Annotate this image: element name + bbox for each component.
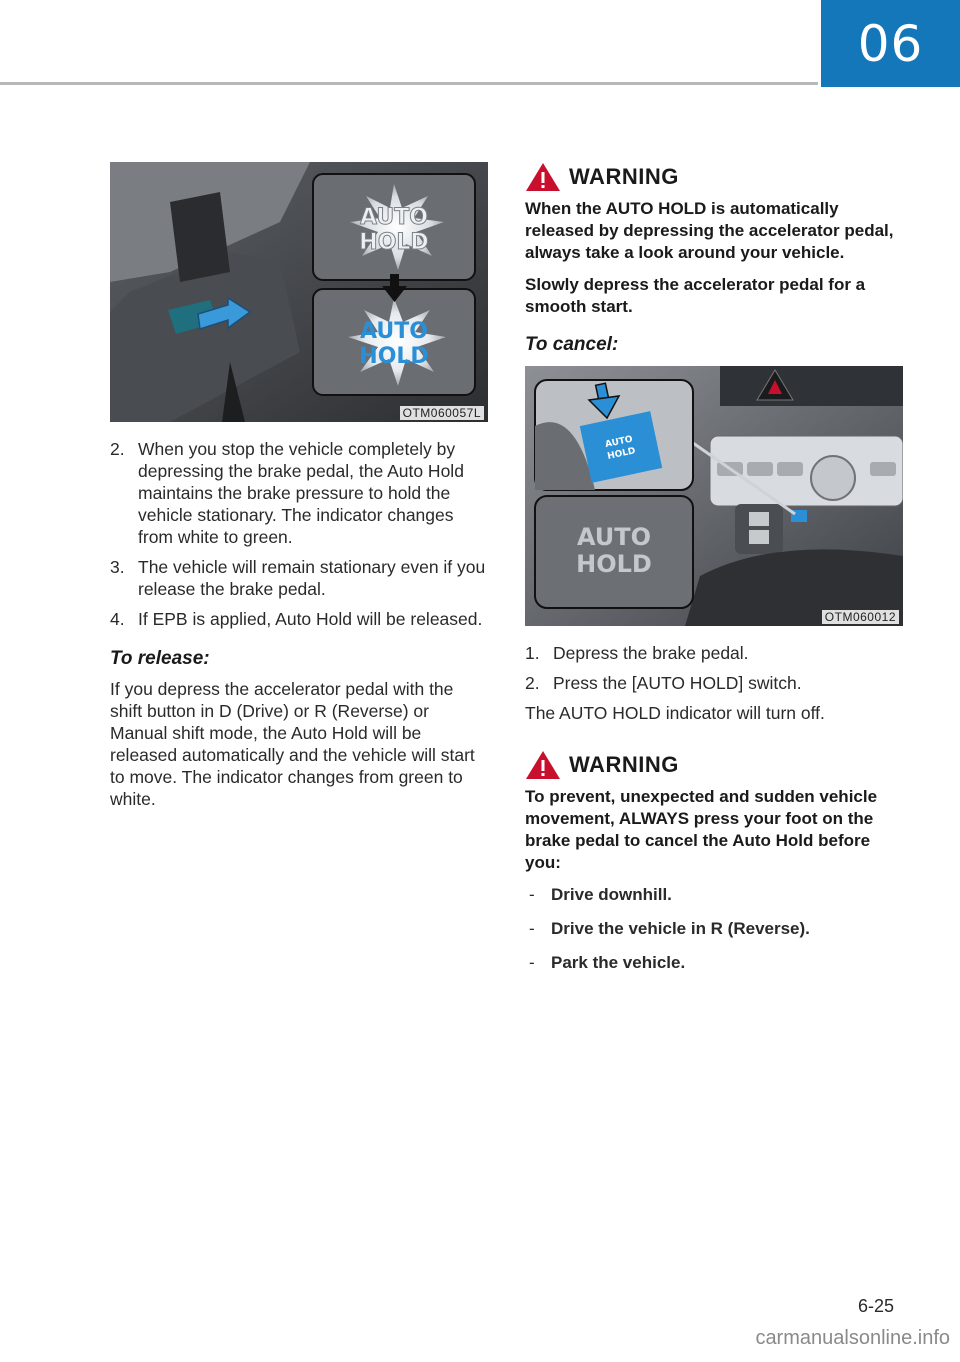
list-item	[525, 672, 903, 694]
warning-title: WARNING	[569, 164, 679, 189]
inset-top-line1: AUTO	[360, 205, 428, 230]
left-column	[110, 162, 488, 818]
right-column	[525, 162, 903, 986]
page-number: 6-25	[857, 1296, 894, 1316]
indicator-off-text: The AUTO HOLD indicator will turn off.	[525, 703, 825, 723]
list-item: - Drive the vehicle in R (Reverse).	[525, 918, 903, 940]
steps-list	[110, 438, 488, 630]
warning-header	[525, 750, 903, 780]
inset-bottom-line1: AUTO	[360, 319, 428, 344]
figure-code: OTM060057L	[400, 406, 484, 420]
step-text: Press the [AUTO HOLD] switch.	[553, 673, 802, 693]
warning-text: Slowly depress the accelerator pedal for a smooth start.	[525, 275, 866, 316]
auto-hold-illustration	[110, 162, 488, 422]
release-heading: To release:	[110, 648, 210, 669]
step-number: 4.	[110, 609, 125, 629]
chapter-number: 06	[857, 14, 924, 73]
step-number: 3.	[110, 557, 125, 577]
inset-bottom-line2: HOLD	[359, 344, 429, 369]
warning-header	[525, 162, 903, 192]
warning-text: When the AUTO HOLD is automatically released by depressing the accelerator pedal, always take a look around your vehicle.	[525, 199, 894, 262]
cancel-heading: To cancel:	[525, 334, 619, 355]
list-item	[110, 438, 488, 548]
release-text: If you depress the accelerator pedal with the shift button in D (Drive) or R (Reverse) or Manual shift mode, the Auto Hold will be released automatically and the vehicle will start to move. The indicator changes from green to white.	[110, 679, 475, 809]
step-text: Depress the brake pedal.	[553, 643, 749, 663]
list-item	[110, 608, 488, 630]
step-number: 1.	[525, 643, 540, 663]
inset-line2: HOLD	[576, 550, 652, 578]
warning-triangle-icon	[525, 162, 561, 192]
list-item: - Drive downhill.	[525, 884, 903, 906]
chapter-tab	[821, 0, 960, 87]
cancel-figure	[525, 366, 903, 626]
list-item: - Park the vehicle.	[525, 952, 903, 974]
step-number: 2.	[110, 439, 125, 459]
step-text: If EPB is applied, Auto Hold will be released.	[138, 609, 483, 629]
list-item	[525, 642, 903, 664]
inset-top-line2: HOLD	[359, 230, 429, 255]
auto-hold-figure	[110, 162, 488, 422]
cancel-steps-list	[525, 642, 903, 694]
list-item	[110, 556, 488, 600]
console-illustration	[525, 366, 903, 626]
inset-line1: AUTO	[576, 523, 652, 551]
warning-list	[525, 884, 903, 974]
switch-label-line1: AUTO	[604, 434, 634, 451]
step-text: The vehicle will remain stationary even if you release the brake pedal.	[138, 557, 486, 599]
watermark: carmanualsonline.info	[755, 1327, 950, 1349]
figure-code: OTM060012	[822, 610, 899, 624]
warning-text: To prevent, unexpected and sudden vehicle movement, ALWAYS press your foot on the brake pedal to cancel the Auto Hold before you:	[525, 787, 878, 872]
switch-label-line2: HOLD	[606, 446, 637, 462]
header-rule	[0, 82, 818, 85]
step-number: 2.	[525, 673, 540, 693]
warning-triangle-icon	[525, 750, 561, 780]
warning-title: WARNING	[569, 752, 679, 777]
step-text: When you stop the vehicle completely by depressing the brake pedal, the Auto Hold maintains the brake pressure to hold the vehicle stationary. The indicator changes from white to green.	[138, 439, 464, 547]
